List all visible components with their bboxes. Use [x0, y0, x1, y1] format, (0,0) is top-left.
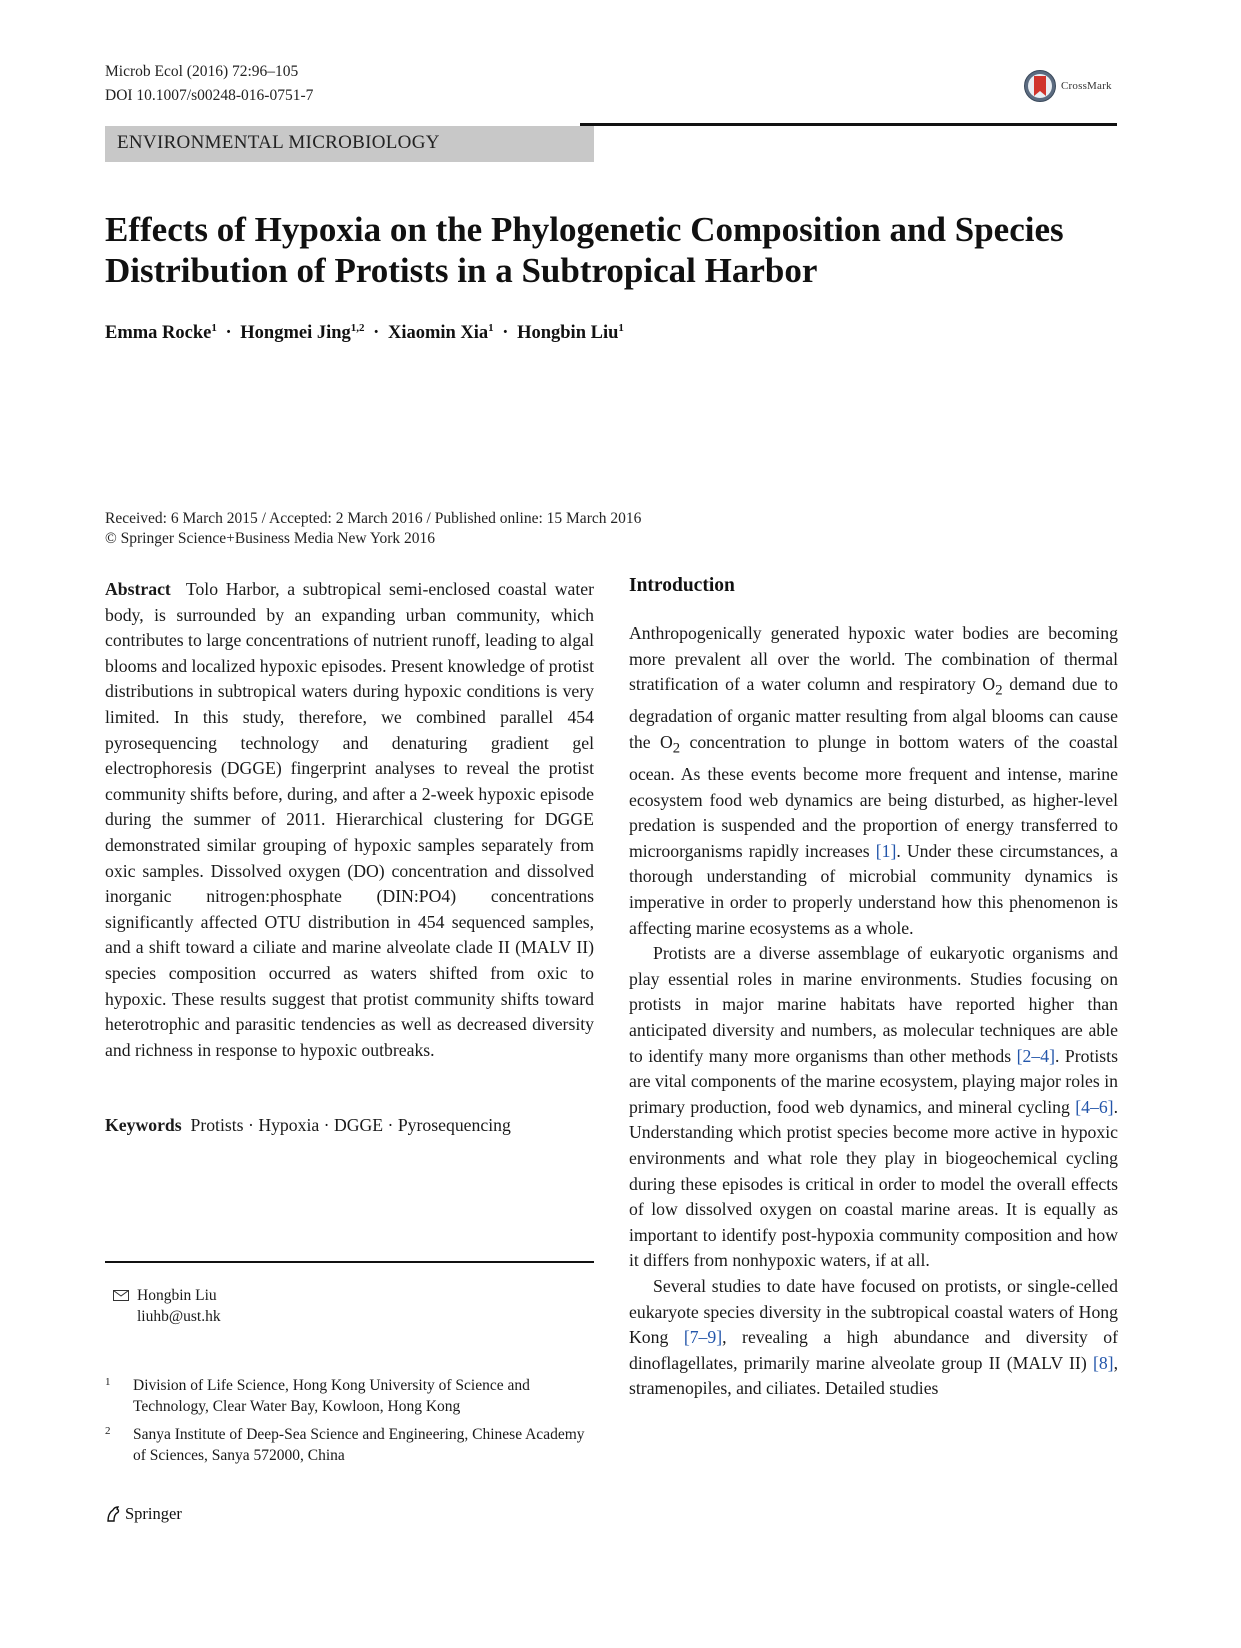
publication-dates	[105, 509, 641, 549]
keyword: Protists	[190, 1115, 244, 1136]
affiliation-number: 2	[105, 1425, 111, 1437]
affiliation-item	[105, 1424, 594, 1466]
crossmark-label: CrossMark	[1061, 80, 1112, 92]
abstract	[105, 577, 594, 1063]
footnote-rule	[105, 1261, 594, 1263]
envelope-icon	[113, 1290, 129, 1301]
intro-text: Several studies to date have focused on protists, or single-celled eukaryote species diversity in the subtropical coastal waters of Hong Kong	[629, 1275, 1118, 1348]
author-name: Xiaomin Xia	[387, 323, 489, 343]
intro-text: . Understanding which protist species become more active in hypoxic environments and what role they play in biogeochemical cycling during these episodes is critical in order to model the overall effects of low dissolved oxygen on coastal marine areas. It is equally as important to identify post-hypoxia community composition and how it differs from nonhypoxic waters, if at all.	[629, 1096, 1118, 1271]
affiliation-item	[105, 1375, 594, 1417]
abstract-text: Tolo Harbor, a subtropical semi-enclosed coastal water body, is surrounded by an expanding urban community, which contributes to large concentrations of nutrient runoff, leading to algal blooms and localized hypoxic episodes. Present knowledge of protist distributions in subtropical waters during hypoxic conditions is very limited. In this study, therefore, we combined parallel 454 pyrosequencing technology and denaturing gradient gel electrophoresis (DGGE) fingerprint analyses to reveal the protist community shifts before, during, and after a 2-week hypoxic episode during the summer of 2011. Hierarchical clustering for DGGE demonstrated similar grouping of hypoxic samples separately from oxic samples. Dissolved oxygen (DO) concentration and dissolved inorganic nitrogen:phosphate (DIN:PO4) concentrations significantly affected OTU distribution in 454 sequenced samples, and a shift toward a ciliate and marine alveolate clade II (MALV II) species composition occurred as waters shifted from oxic to hypoxic. These results suggest that protist community shifts toward heterotrophic and parasitic tendencies as well as decreased diversity and richness in response to hypoxic outbreaks.	[105, 579, 594, 1060]
author-affiliation-mark: 1	[618, 322, 624, 334]
intro-text: concentration to plunge in bottom waters of the coastal ocean. As these events become more frequent and intense, marine ecosystem food web dynamics are being disturbed, as higher-level predation is suspended and the proportion of energy transferred to microorganisms rapidly increases	[629, 731, 1118, 861]
journal-citation: Microb Ecol (2016) 72:96–105	[105, 63, 299, 80]
intro-text: Anthropogenically generated hypoxic water bodies are becoming more prevalent all over the world. The combination of thermal stratification of a water column and respiratory O	[629, 623, 1118, 695]
crossmark-badge[interactable]	[1023, 67, 1117, 105]
citation-link[interactable]: [2–4]	[1016, 1045, 1055, 1066]
publisher-name: Springer	[125, 1504, 182, 1523]
doi[interactable]: DOI 10.1007/s00248-016-0751-7	[105, 87, 314, 104]
intro-paragraph-1	[629, 621, 1118, 941]
left-column	[105, 577, 594, 1139]
keyword: Pyrosequencing	[397, 1115, 511, 1136]
citation-link[interactable]: [7–9]	[683, 1327, 723, 1348]
history-dates: Received: 6 March 2015 / Accepted: 2 March 2016 / Published online: 15 March 2016	[105, 510, 642, 527]
header-rule	[580, 123, 1117, 126]
citation-link[interactable]: [4–6]	[1075, 1096, 1114, 1117]
affiliation-text: Sanya Institute of Deep-Sea Science and Engineering, Chinese Academy of Sciences, Sanya 572000, China	[133, 1426, 585, 1464]
copyright: © Springer Science+Business Media New York 2016	[105, 530, 436, 547]
intro-text: demand due to degradation of organic matter resulting from algal blooms can cause the O	[629, 674, 1118, 752]
subscript: 2	[672, 740, 681, 757]
affiliation-text: Division of Life Science, Hong Kong University of Science and Technology, Clear Water Bay, Kowloon, Hong Kong	[133, 1377, 530, 1415]
intro-text: Protists are a diverse assemblage of eukaryotic organisms and play essential roles in marine environments. Studies focusing on protists in major marine habitats have reported higher than anticipated diversity and numbers, as molecular techniques are able to identify many more organisms than other methods	[629, 943, 1118, 1066]
keyword: Hypoxia	[258, 1115, 320, 1136]
citation-link[interactable]: [8]	[1092, 1352, 1114, 1373]
author-list	[105, 322, 624, 344]
author-separator: ·	[225, 323, 232, 343]
keywords-label: Keywords	[105, 1115, 182, 1136]
correspondence-email[interactable]: liuhb@ust.hk	[137, 1308, 221, 1325]
intro-text: . Protists are vital components of the marine ecosystem, playing major roles in primary production, food web dynamics, and mineral cycling	[629, 1045, 1118, 1117]
keywords: Keywords Protists · Hypoxia · DGGE · Pyrosequencing	[105, 1115, 511, 1136]
springer-horse-icon	[105, 1505, 121, 1523]
intro-text: . Under these circumstances, a thorough understanding of microbial community dynamics is imperative in order to properly understand how this phenomenon is affecting marine ecosystems as a whole.	[629, 840, 1118, 938]
intro-paragraph-3	[629, 1274, 1118, 1402]
author-separator: ·	[373, 323, 380, 343]
introduction-heading: Introduction	[629, 575, 735, 596]
author-name: Hongbin Liu	[517, 323, 619, 343]
subscript: 2	[995, 682, 1003, 699]
citation-link[interactable]: [1]	[875, 840, 897, 861]
affiliation-number: 1	[105, 1376, 111, 1388]
correspondence-name: Hongbin Liu	[137, 1287, 217, 1304]
author-name: Hongmei Jing	[240, 323, 351, 343]
right-column	[629, 573, 1118, 1402]
author-affiliation-mark: 1,2	[350, 322, 365, 334]
author-affiliation-mark: 1	[488, 322, 494, 334]
section-label: ENVIRONMENTAL MICROBIOLOGY	[105, 126, 594, 162]
publisher-footer	[105, 1504, 182, 1524]
author-name: Emma Rocke	[105, 323, 212, 343]
intro-text: , revealing a high abundance and diversity of dinoflagellates, primarily marine alveolate group II (MALV II)	[629, 1327, 1118, 1373]
author-separator: ·	[502, 323, 509, 343]
article-title: Effects of Hypoxia on the Phylogenetic Composition and Species Distribution of Protists in a Subtropical Harbor	[105, 210, 1064, 290]
author-affiliation-mark: 1	[211, 322, 217, 334]
intro-text: , stramenopiles, and ciliates. Detailed studies	[629, 1352, 1118, 1399]
abstract-label: Abstract	[105, 579, 171, 599]
correspondence	[113, 1285, 221, 1327]
intro-paragraph-2	[629, 941, 1118, 1274]
keyword: DGGE	[333, 1115, 384, 1136]
crossmark-icon	[1023, 69, 1057, 103]
